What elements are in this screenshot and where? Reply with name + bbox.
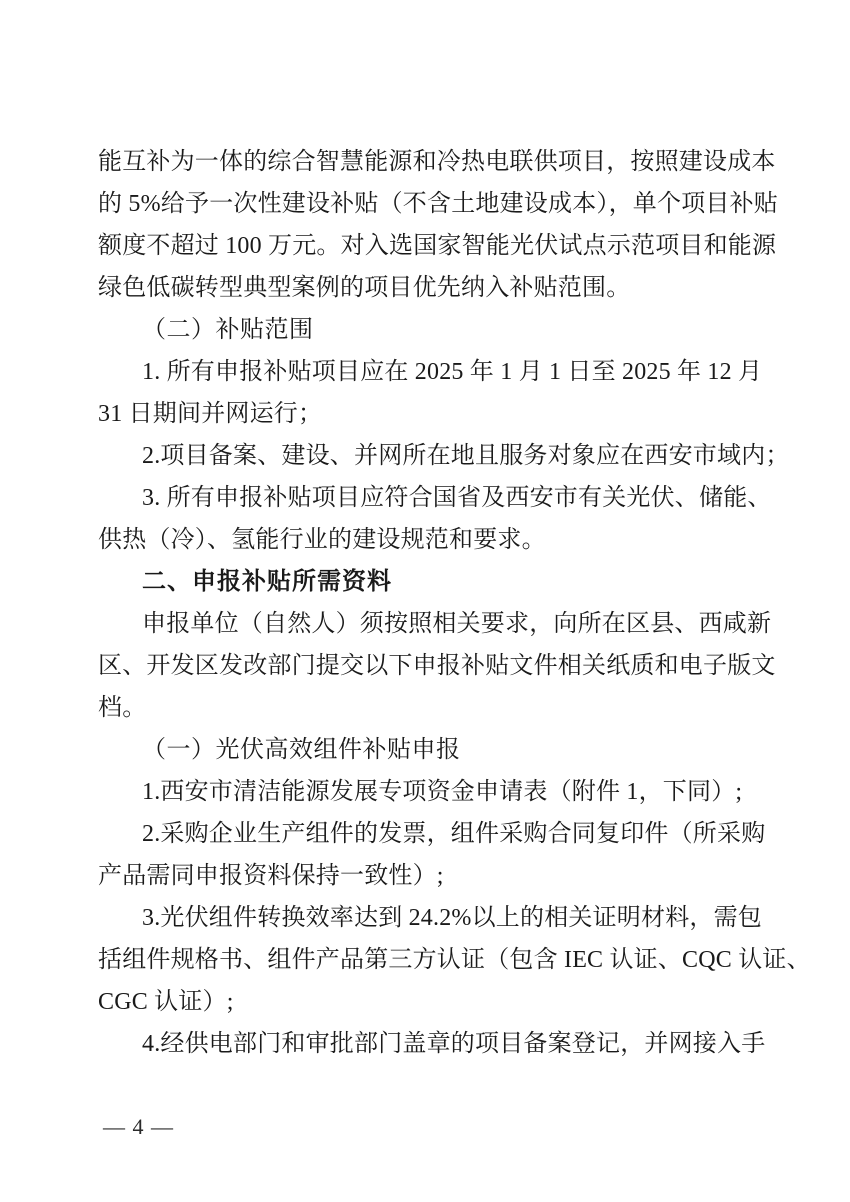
text-line: CGC 认证）; xyxy=(98,989,234,1015)
text-line: 括组件规格书、组件产品第三方认证（包含 IEC 认证、CQC 认证、 xyxy=(98,947,811,973)
text-line: 档。 xyxy=(98,695,147,721)
text-line: 3.光伏组件转换效率达到 24.2%以上的相关证明材料，需包 xyxy=(142,905,762,931)
text-line: （一）光伏高效组件补贴申报 xyxy=(142,737,461,763)
document-body xyxy=(98,141,811,1065)
text-line: 4.经供电部门和审批部门盖章的项目备案登记，并网接入手 xyxy=(142,1031,766,1057)
text-line: 能互补为一体的综合智慧能源和冷热电联供项目，按照建设成本 xyxy=(98,149,776,175)
text-line: 额度不超过 100 万元。对入选国家智能光伏试点示范项目和能源 xyxy=(98,233,777,259)
text-line: 3. 所有申报补贴项目应符合国省及西安市有关光伏、储能、 xyxy=(142,485,772,511)
text-line: 产品需同申报资料保持一致性）; xyxy=(98,863,444,889)
text-line: 1. 所有申报补贴项目应在 2025 年 1 月 1 日至 2025 年 12 月 xyxy=(142,359,763,385)
text-line: 2.采购企业生产组件的发票，组件采购合同复印件（所采购 xyxy=(142,821,766,847)
text-line: 申报单位（自然人）须按照相关要求，向所在区县、西咸新 xyxy=(142,611,772,637)
text-line: 区、开发区发改部门提交以下申报补贴文件相关纸质和电子版文 xyxy=(98,653,776,679)
text-line: 二、申报补贴所需资料 xyxy=(142,568,392,595)
text-line: 2.项目备案、建设、并网所在地且服务对象应在西安市域内； xyxy=(142,443,790,469)
text-line: 31 日期间并网运行； xyxy=(98,401,323,427)
text-line: 绿色低碳转型典型案例的项目优先纳入补贴范围。 xyxy=(98,275,631,301)
text-line: 供热（冷）、氢能行业的建设规范和要求。 xyxy=(98,527,546,553)
page-number: — 4 — xyxy=(103,1114,174,1139)
text-line: 1.西安市清洁能源发展专项资金申请表（附件 1，下同）; xyxy=(142,779,743,805)
text-line: （二）补贴范围 xyxy=(142,317,314,343)
text-line: 的 5%给予一次性建设补贴（不含土地建设成本），单个项目补贴 xyxy=(98,191,778,217)
